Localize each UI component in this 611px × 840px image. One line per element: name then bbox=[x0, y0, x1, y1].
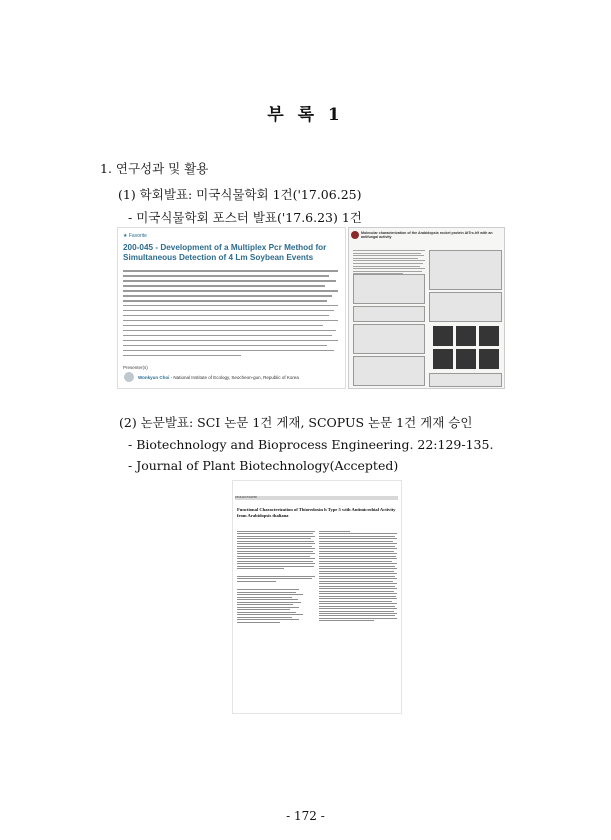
paper-title: Functional Characterization of Thioredoxin h Type 5 with Antimicrobial Activity from Arabidopsis thaliana bbox=[237, 507, 396, 518]
poster-image-1 bbox=[117, 227, 346, 389]
poster2-figure-2 bbox=[353, 306, 425, 322]
poster2-figure-4 bbox=[353, 356, 425, 386]
favorite-tag bbox=[123, 233, 147, 239]
avatar bbox=[124, 372, 134, 382]
poster1-title: 200-045 - Development of a Multiplex Pcr Method for Simultaneous Detection of 4 Lm Soybean Events bbox=[123, 243, 327, 262]
poster2-left-column bbox=[353, 250, 425, 276]
poster2-figure-3 bbox=[353, 324, 425, 354]
poster2-micrograph-3 bbox=[479, 326, 499, 346]
paper-image bbox=[232, 480, 402, 714]
favorite-label: Favorite bbox=[128, 233, 147, 239]
poster2-micrograph-2 bbox=[456, 326, 476, 346]
presenter-label: Presenter(s) bbox=[123, 365, 148, 370]
paper-section-band bbox=[235, 496, 398, 500]
item-conference-poster: - 미국식물학회 포스터 발표('17.6.23) 1건 bbox=[128, 210, 362, 225]
presenter-affiliation: - National Institute of Ecology, Seocheon-gun, Republic of Korea bbox=[170, 375, 299, 380]
section-heading: 1. 연구성과 및 활용 bbox=[100, 161, 209, 176]
poster2-micrograph-4 bbox=[433, 349, 453, 369]
poster2-micrograph-6 bbox=[479, 349, 499, 369]
poster2-title: Molecular characterization of the Arabidopsis rocket protein AtTrx-h9 with an antifungal activity bbox=[361, 231, 493, 240]
publication-jpb: - Journal of Plant Biotechnology(Accepted) bbox=[128, 458, 399, 473]
poster2-figure-1 bbox=[353, 274, 425, 304]
poster2-micrograph-1 bbox=[433, 326, 453, 346]
poster2-micrograph-5 bbox=[456, 349, 476, 369]
presenter-name: Wonkyun Choi bbox=[138, 375, 170, 380]
paper-right-column bbox=[319, 531, 397, 623]
presenter-info bbox=[138, 375, 299, 380]
page-number: - 172 - bbox=[286, 809, 325, 823]
poster1-abstract bbox=[123, 270, 338, 360]
star-icon: ★ bbox=[123, 233, 128, 239]
item-publication: (2) 논문발표: SCI 논문 1건 게재, SCOPUS 논문 1건 게재 승인 bbox=[119, 415, 473, 430]
poster2-figure-6 bbox=[429, 292, 502, 322]
university-logo-icon bbox=[351, 231, 359, 239]
item-conference: (1) 학회발표: 미국식물학회 1건('17.06.25) bbox=[118, 187, 362, 202]
publication-sbbe: - Biotechnology and Bioprocess Engineering. 22:129-135. bbox=[128, 437, 494, 452]
paper-section-label: RESEARCH PAPER bbox=[235, 496, 258, 499]
poster2-figure-5 bbox=[429, 250, 502, 290]
poster2-conclusion bbox=[429, 373, 502, 387]
page-title: 부 록 1 bbox=[267, 105, 344, 125]
poster-image-2 bbox=[348, 227, 505, 389]
paper-left-column bbox=[237, 531, 315, 624]
